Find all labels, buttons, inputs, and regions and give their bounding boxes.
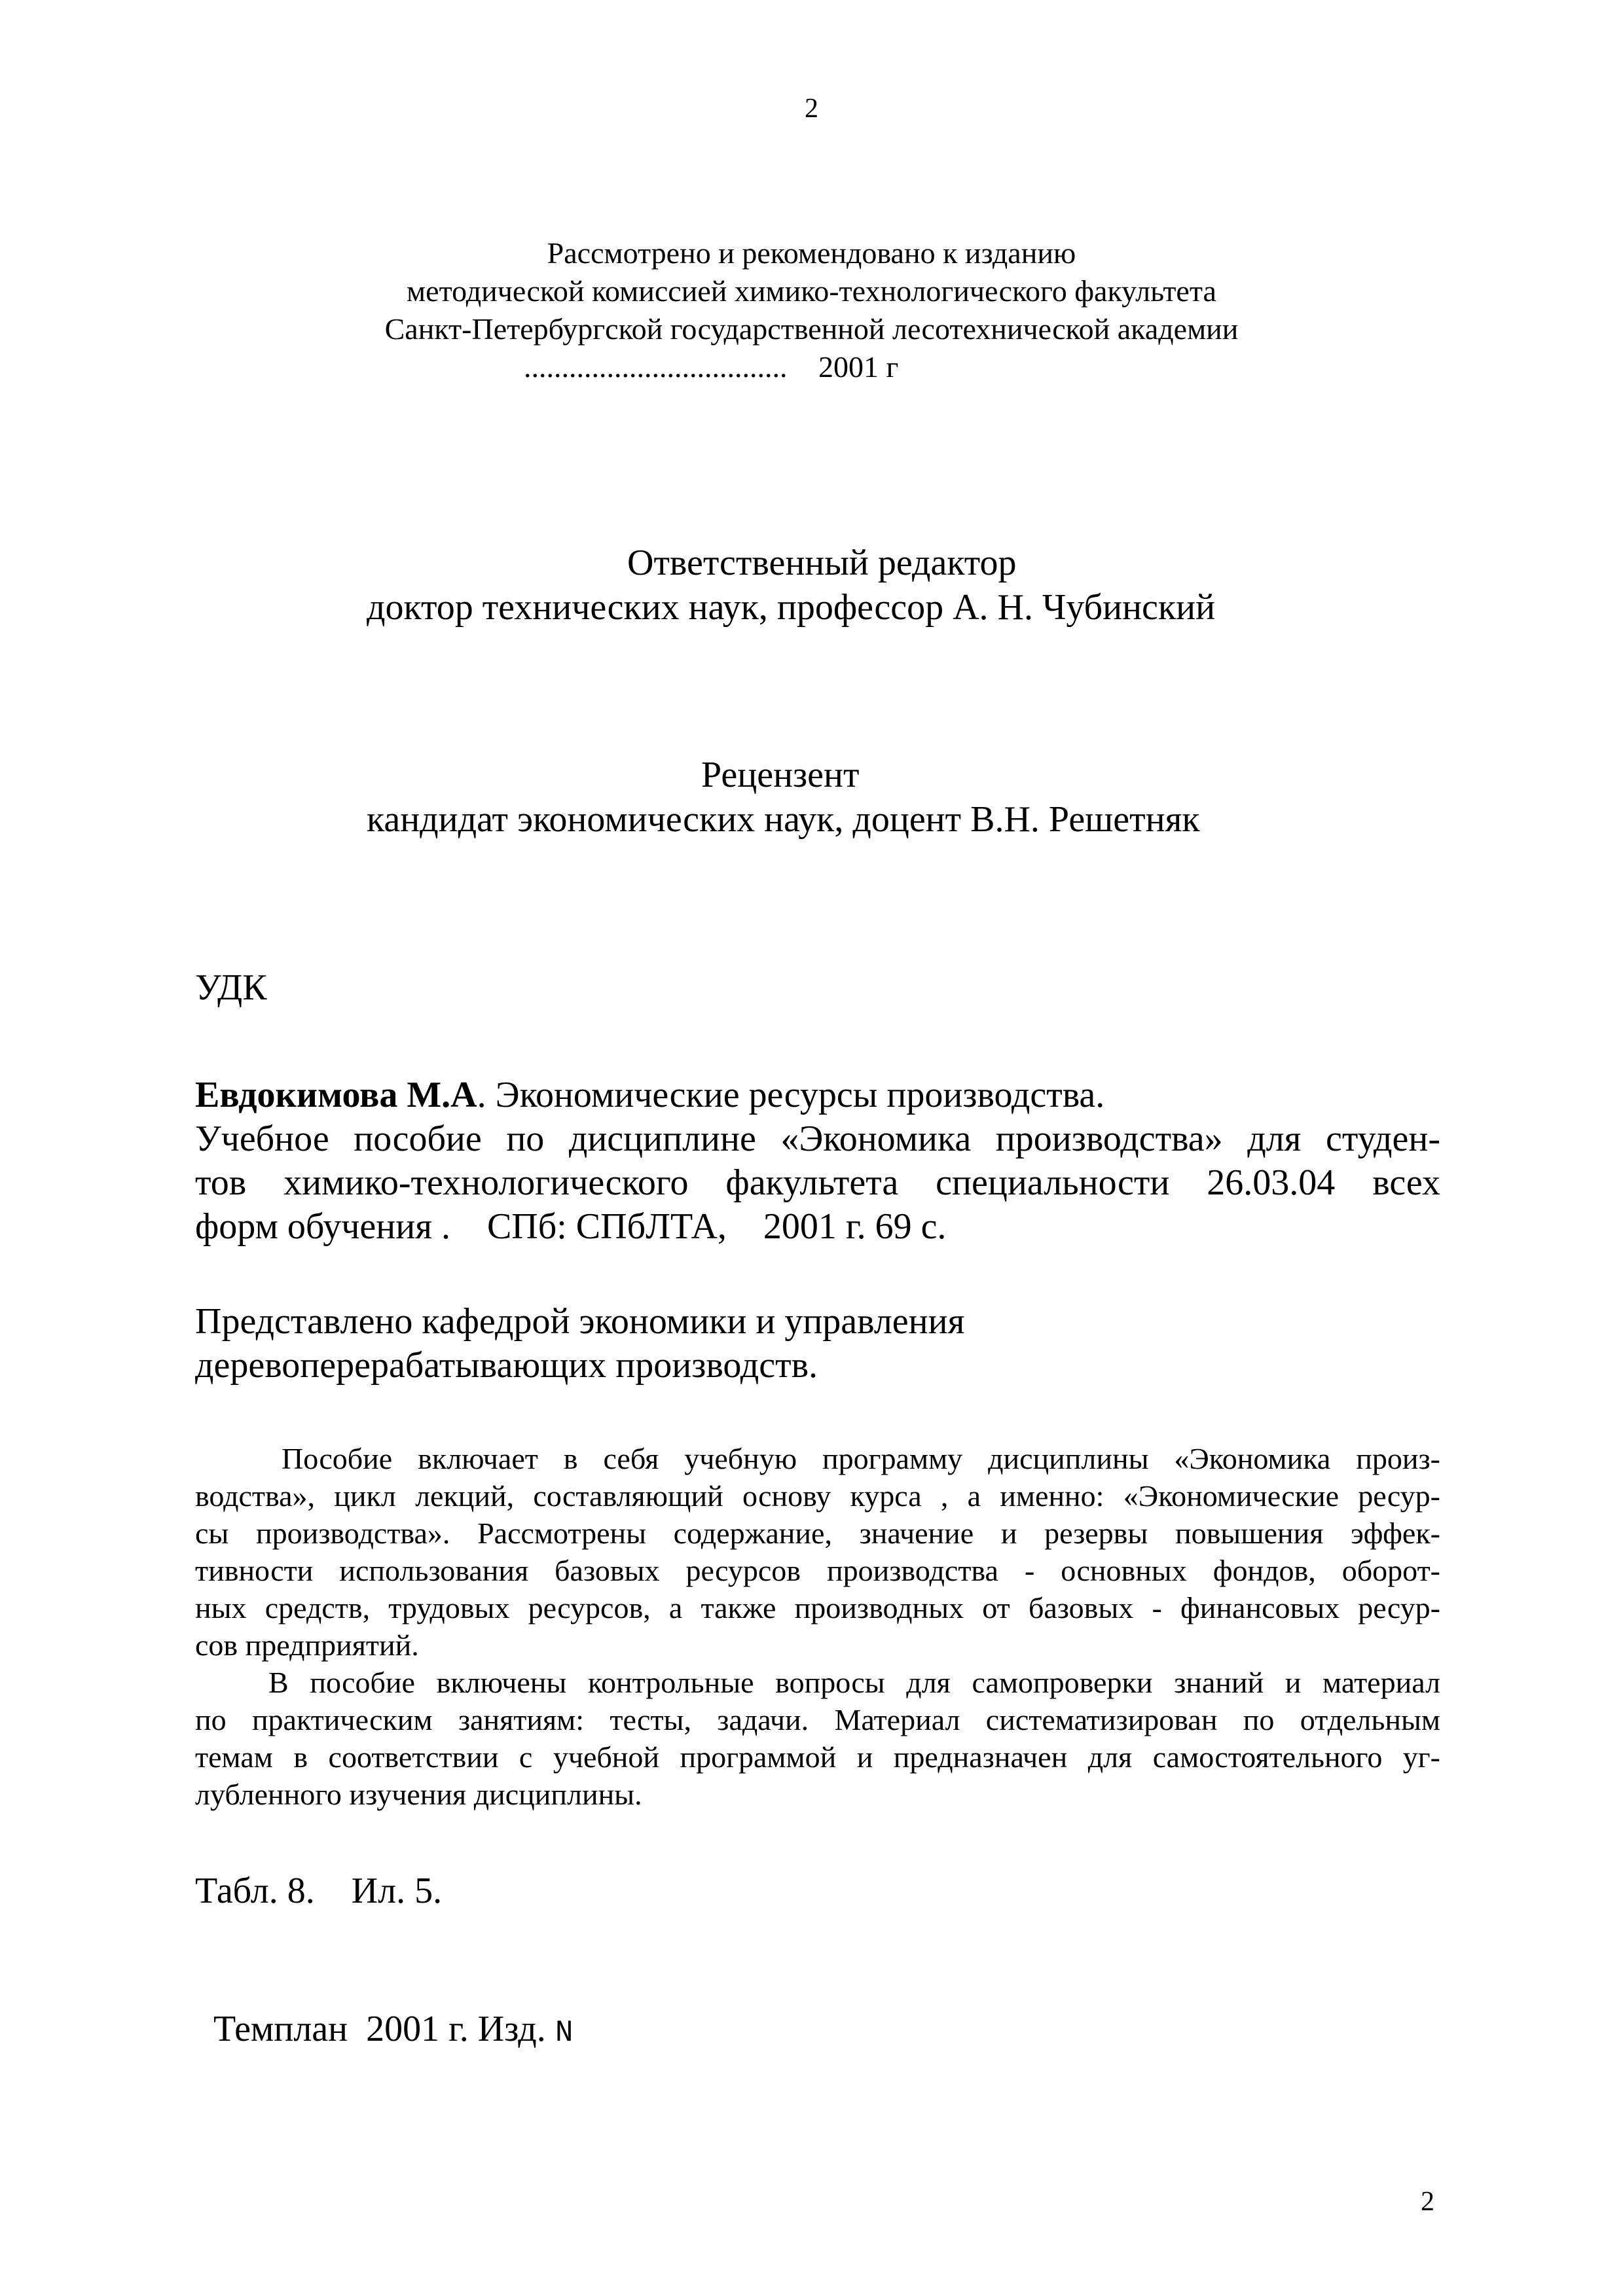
abstract-p1-line-4: тивности использования базовых ресурсов производства - основных фондов, оборот- (195, 1554, 1440, 1587)
approval-date-line (524, 348, 898, 386)
templan-line (195, 1964, 573, 2055)
page-number-top: 2 (805, 94, 818, 124)
reviewer-name: кандидат экономических наук, доцент В.Н. Решетняк (367, 799, 1200, 840)
department-line-2: деревоперерабатывающих производств. (195, 1345, 818, 1386)
reviewer-title: Рецензент (701, 755, 860, 795)
editor-title: Ответственный редактор (627, 543, 1017, 583)
approval-line-3: Санкт-Петербургской государственной лесотехнической академии (384, 312, 1239, 346)
citation-title: . Экономические ресурсы производства. (477, 1075, 1105, 1115)
abstract-p2-line-2: по практическим занятиям: тесты, задачи. Материал систематизирован по отдельным (195, 1703, 1440, 1736)
citation-line-2: Учебное пособие по дисциплине «Экономика производства» для студен- (195, 1119, 1440, 1159)
abstract-p2-line-3: темам в соответствии с учебной программой и предназначен для самостоятельного уг- (195, 1740, 1440, 1774)
abstract-p2-line-1: В пособие включены контрольные вопросы для самопроверки знаний и материал (268, 1666, 1440, 1699)
page-number-bottom: 2 (1421, 2187, 1434, 2217)
abstract-p2-line-4: лубленного изучения дисциплины. (195, 1778, 642, 1811)
approval-dots: ................................... (524, 350, 788, 384)
citation-author: Евдокимова М.А (195, 1075, 477, 1115)
tables-illustrations: Табл. 8. Ил. 5. (195, 1871, 443, 1911)
abstract-p1-line-1: Пособие включает в себя учебную программу дисциплины «Экономика произ- (282, 1442, 1440, 1475)
abstract-p1-line-5: ных средств, трудовых ресурсов, а также производных от базовых - финансовых ресур- (195, 1591, 1440, 1624)
templan-number: N (555, 2016, 574, 2050)
citation-line-3: тов химико-технологического факультета специальности 26.03.04 всех (195, 1162, 1440, 1203)
citation-line-1 (195, 1073, 1104, 1117)
abstract-p1-line-3: сы производства». Рассмотрены содержание, значение и резервы повышения эффек- (195, 1516, 1440, 1550)
editor-name: доктор технических наук, профессор А. Н. Чубинский (367, 587, 1216, 628)
citation-line-4: форм обучения . СПб: СПбЛТА, 2001 г. 69 с. (195, 1206, 947, 1247)
abstract-p1-line-2: водства», цикл лекций, составляющий основу курса , а именно: «Экономические ресур- (195, 1479, 1440, 1513)
department-line-1: Представлено кафедрой экономики и управления (195, 1301, 965, 1342)
approval-line-2: методической комиссией химико-технологического факультета (407, 274, 1216, 308)
approval-line-1: Рассмотрено и рекомендовано к изданию (547, 236, 1076, 270)
approval-year: 2001 г (818, 350, 899, 384)
abstract-p1-line-6: сов предприятий. (195, 1628, 419, 1662)
udk-label: УДК (195, 967, 267, 1008)
templan-text: Темплан 2001 г. Изд. (213, 2009, 555, 2049)
